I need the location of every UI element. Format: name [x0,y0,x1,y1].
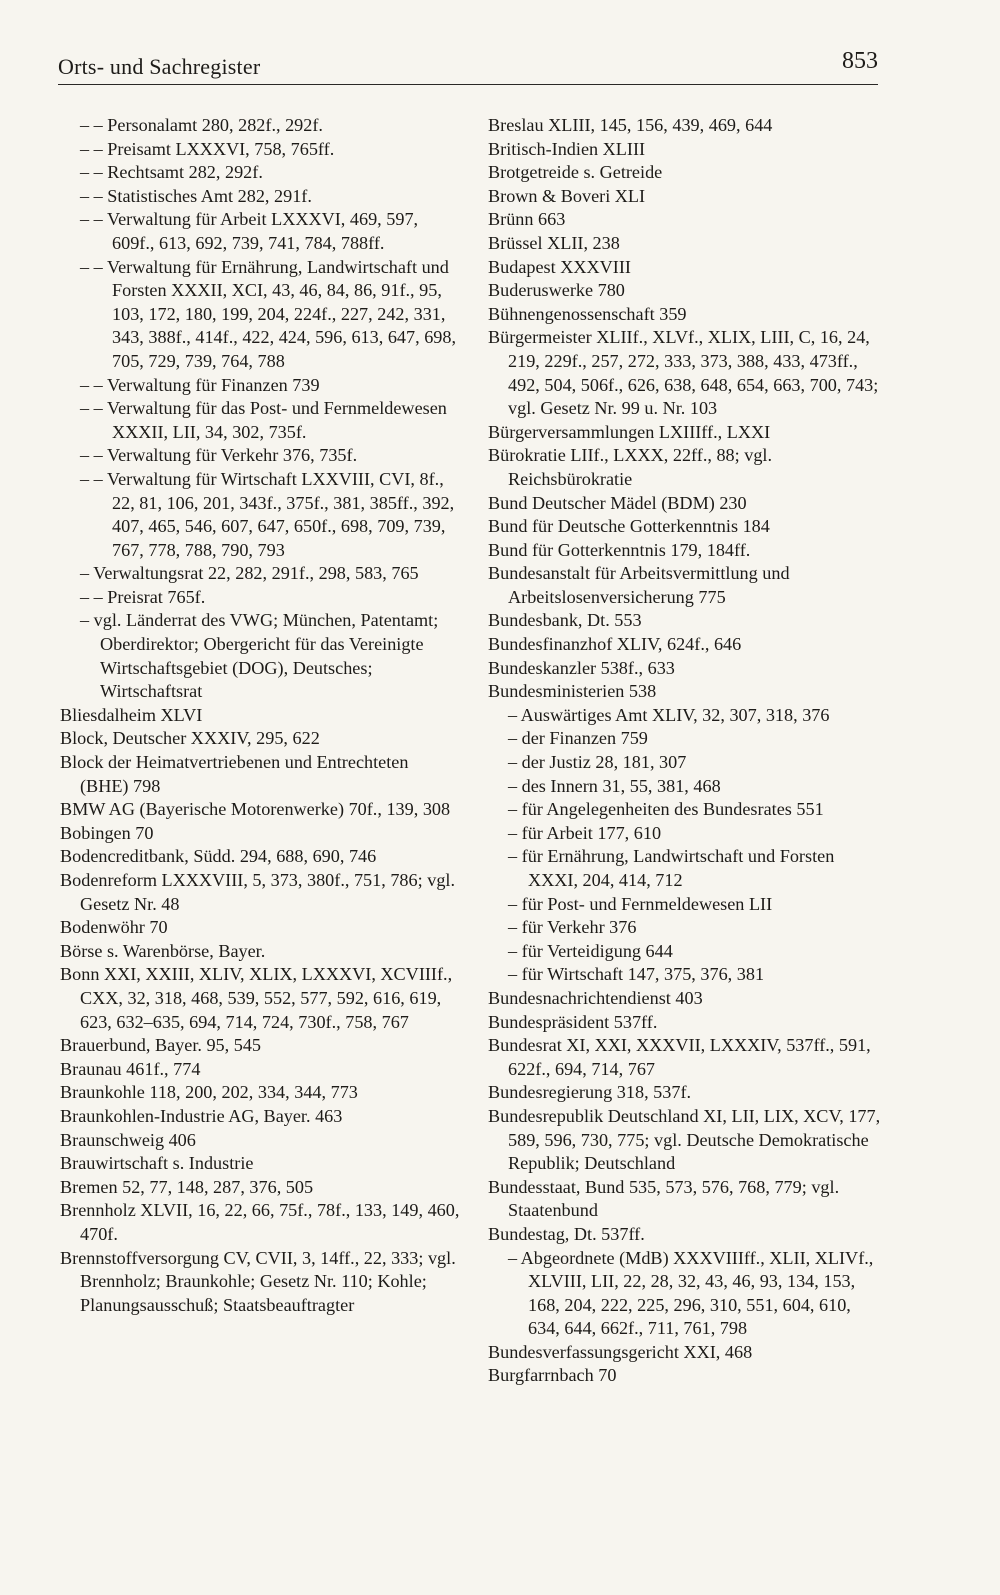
index-subentry: – Abgeordnete (MdB) XXXVIIIff., XLII, XLIVf., XLVIII, LII, 22, 28, 32, 43, 46, 93, 134, 153, 168, 204, 222, 225, 296, 310, 551, 604, 610, 634, 644, 662f., 711, 761, 798 [508,1247,874,1339]
index-subentry: – der Justiz 28, 181, 307 [508,752,687,773]
index-subentry: – – Preisrat 765f. [80,586,206,607]
index-subentry: – – Rechtsamt 282, 292f. [80,162,263,183]
index-entry: Brennstoffversorgung CV, CVII, 3, 14ff., 22, 333; vgl. Brennholz; Braunkohle; Gesetz Nr. 110; Kohle; Planungsausschuß; Staatsbeauftragter [60,1247,456,1315]
index-entry: Breslau XLIII, 145, 156, 439, 469, 644 [488,115,773,135]
index-subentry: – für Ernährung, Landwirtschaft und Forsten XXXI, 204, 414, 712 [508,846,835,890]
index-subentry: – – Preisamt LXXXVI, 758, 765ff. [80,138,335,159]
index-entry: Bonn XXI, XXIII, XLIV, XLIX, LXXXVI, XCVIIIf., CXX, 32, 318, 468, 539, 552, 577, 592, 616, 619, 623, 632–635, 694, 714, 724, 730f., 758, 767 [60,964,453,1032]
index-entry: Braunkohle 118, 200, 202, 334, 344, 773 [60,1082,358,1103]
index-entry: Burgfarrnbach 70 [488,1365,617,1386]
index-entry: Brauerbund, Bayer. 95, 545 [60,1035,262,1056]
index-entry: Bundesrepublik Deutschland XI, LII, LIX, XCV, 177, 589, 596, 730, 775; vgl. Deutsche Demokratische Republik; Deutschland [488,1105,881,1174]
index-subentry: – für Wirtschaft 147, 375, 376, 381 [508,964,765,985]
index-entry: Bundesverfassungsgericht XXI, 468 [488,1341,753,1362]
running-title: Orts- und Sachregister [58,54,261,79]
index-entry: BMW AG (Bayerische Motorenwerke) 70f., 139, 308 [60,799,451,820]
index-entry: Block der Heimatvertriebenen und Entrechteten (BHE) 798 [60,752,409,796]
index-entry: Braunau 461f., 774 [60,1058,201,1079]
index-entry: Bremen 52, 77, 148, 287, 376, 505 [60,1176,314,1197]
index-entry: Braunschweig 406 [60,1129,196,1150]
index-entry: Bund Deutscher Mädel (BDM) 230 [488,492,747,513]
index-entry: Bodencreditbank, Südd. 294, 688, 690, 746 [60,846,377,867]
index-entry: Brotgetreide s. Getreide [488,162,663,183]
index-entry: Bund für Gotterkenntnis 179, 184ff. [488,539,751,560]
index-subentry: – – Statistisches Amt 282, 291f. [80,185,312,206]
index-subentry: – – Verwaltung für das Post- und Fernmeldewesen XXXII, LII, 34, 302, 735f. [80,398,447,442]
index-entry: Braunkohlen-Industrie AG, Bayer. 463 [60,1105,343,1126]
index-subentry: – für Angelegenheiten des Bundesrates 551 [508,799,824,820]
index-subentry: – – Verwaltung für Arbeit LXXXVI, 469, 597, 609f., 613, 692, 739, 741, 784, 788ff. [80,209,419,253]
page-number: 853 [842,48,878,74]
index-entry: Börse s. Warenbörse, Bayer. [60,940,266,961]
index-entry: Brauwirtschaft s. Industrie [60,1153,254,1174]
index-subentry: – der Finanzen 759 [508,728,648,749]
index-entry: Buderuswerke 780 [488,280,625,301]
index-entry: Bürgermeister XLIIf., XLVf., XLIX, LIII, C, 16, 24, 219, 229f., 257, 272, 333, 373, 388, 433, 473ff., 492, 504, 506f., 626, 638, 648, 654, 663, 700, 743; vgl. Gesetz Nr. 99 u. Nr. 103 [488,327,879,419]
index-entry: Budapest XXXVIII [488,256,631,277]
index-entry: Bundesministerien 538 [488,681,657,702]
index-subentry: – für Verkehr 376 [508,917,637,938]
index-entry: Bliesdalheim XLVI [60,704,203,725]
index-subentry: – vgl. Länderrat des VWG; München, Patentamt; Oberdirektor; Obergericht für das Vereinigte Wirtschaftsgebiet (DOG), Deutsches; Wirtschaftsrat [80,610,439,702]
index-entry: Brennholz XLVII, 16, 22, 66, 75f., 78f., 133, 149, 460, 470f. [60,1200,460,1244]
index-entry: Bundeskanzler 538f., 633 [488,657,675,678]
index-entry: Bundespräsident 537ff. [488,1011,658,1032]
index-subentry: – für Verteidigung 644 [508,940,673,961]
index-entry: Bundesfinanzhof XLIV, 624f., 646 [488,634,742,655]
running-header [58,48,878,84]
index-entry: Brüssel XLII, 238 [488,232,620,253]
index-subentry: – des Innern 31, 55, 381, 468 [508,775,721,796]
index-entry: Bühnengenossenschaft 359 [488,303,687,324]
index-entry: Bürgerversammlungen LXIIIff., LXXI [488,421,771,442]
index-entry: Bürokratie LIIf., LXXX, 22ff., 88; vgl. Reichsbürokratie [488,445,773,489]
right-index-column [488,114,886,1388]
index-subentry: – Verwaltungsrat 22, 282, 291f., 298, 583, 765 [80,563,419,584]
header-rule [58,84,878,85]
index-subentry: – – Verwaltung für Ernährung, Landwirtschaft und Forsten XXXII, XCI, 43, 46, 84, 86, 91f., 95, 103, 172, 180, 199, 204, 224f., 227, 242, 331, 343, 388f., 414f., 422, 424, 596, 613, 647, 698, 705, 729, 739, 764, 788 [80,256,457,371]
index-entry: Bundestag, Dt. 537ff. [488,1223,645,1244]
left-index-column [60,114,460,1317]
index-entry: Bundesrat XI, XXI, XXXVII, LXXXIV, 537ff., 591, 622f., 694, 714, 767 [488,1035,871,1079]
index-entry: Bundesnachrichtendienst 403 [488,987,703,1008]
index-subentry: – Auswärtiges Amt XLIV, 32, 307, 318, 376 [508,704,830,725]
index-subentry: – – Verwaltung für Finanzen 739 [80,374,320,395]
index-entry: Bobingen 70 [60,822,154,843]
index-entry: Bodenreform LXXXVIII, 5, 373, 380f., 751, 786; vgl. Gesetz Nr. 48 [60,870,456,914]
index-entry: Bodenwöhr 70 [60,917,168,938]
index-entry: Bundesbank, Dt. 553 [488,610,642,631]
index-entry: Britisch-Indien XLIII [488,138,646,159]
index-entry: Brünn 663 [488,209,566,230]
index-subentry: – – Personalamt 280, 282f., 292f. [80,115,323,135]
index-entry: Block, Deutscher XXXIV, 295, 622 [60,728,320,749]
index-entry: Bund für Deutsche Gotterkenntnis 184 [488,516,770,537]
index-subentry: – – Verwaltung für Verkehr 376, 735f. [80,445,358,466]
index-entry: Bundesstaat, Bund 535, 573, 576, 768, 779; vgl. Staatenbund [488,1176,840,1221]
index-entry: Bundesregierung 318, 537f. [488,1082,692,1103]
index-subentry: – für Post- und Fernmeldewesen LII [508,893,773,914]
index-subentry: – für Arbeit 177, 610 [508,822,662,843]
index-entry: Bundesanstalt für Arbeitsvermittlung und Arbeitslosenversicherung 775 [488,563,790,607]
index-entry: Brown & Boveri XLI [488,185,646,206]
index-subentry: – – Verwaltung für Wirtschaft LXXVIII, CVI, 8f., 22, 81, 106, 201, 343f., 375f., 381, 385ff., 392, 407, 465, 546, 607, 647, 650f., 698, 709, 739, 767, 778, 788, 790, 793 [80,468,455,560]
